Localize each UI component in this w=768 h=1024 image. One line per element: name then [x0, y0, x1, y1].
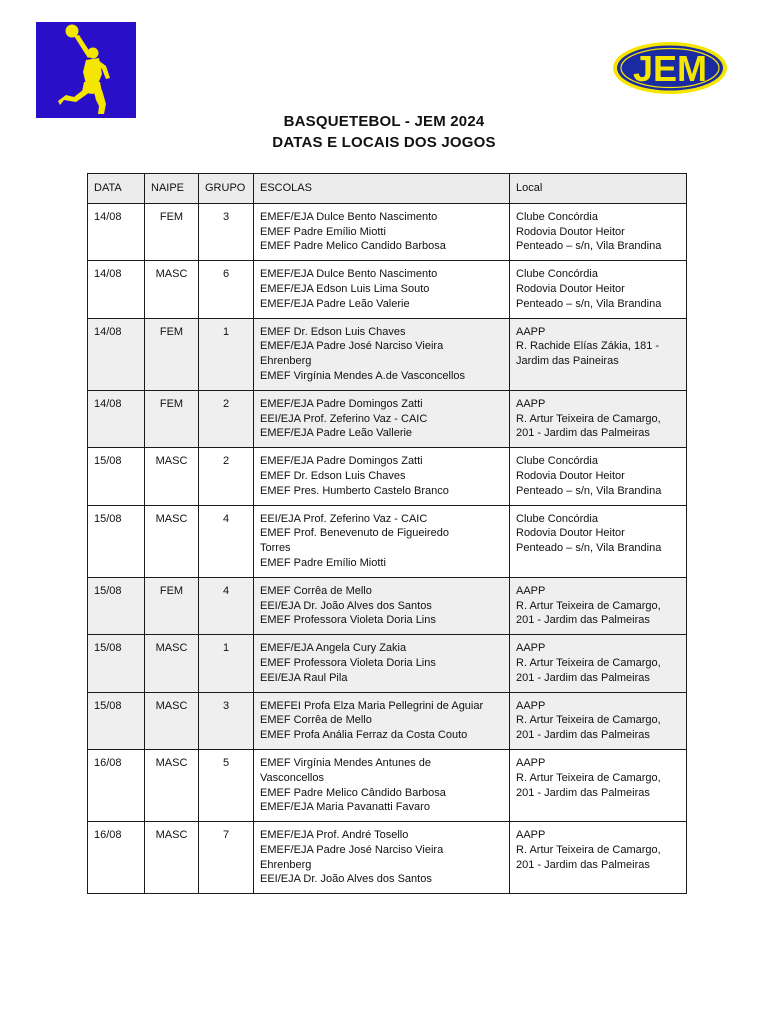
school-name: EMEF Professora Violeta Doria Lins: [260, 656, 436, 669]
school-name: EMEFEI Profa Elza Maria Pellegrini de Aguiar: [260, 699, 484, 712]
cell-local: [510, 822, 687, 894]
school-name: EMEF/EJA Prof. André Tosello: [260, 829, 409, 842]
location-line: 201 - Jardim das Palmeiras: [516, 729, 650, 742]
school-name: EMEF Corrêa de Mello: [260, 584, 372, 597]
school-name: EEI/EJA Raul Pila: [260, 671, 348, 684]
location-line: Clube Concórdia: [516, 268, 598, 281]
cell-naipe: MASC: [145, 692, 199, 749]
location-line: R. Artur Teixeira de Camargo,: [516, 599, 661, 612]
location-line: Jardim das Paineiras: [516, 355, 619, 368]
school-name: EMEF Profa Anália Ferraz da Costa Couto: [260, 729, 468, 742]
school-name: Ehrenberg: [260, 858, 312, 871]
cell-local: [510, 390, 687, 447]
school-name: Torres: [260, 542, 291, 555]
school-name: EMEF Padre Emílio Miotti: [260, 225, 386, 238]
jem-logo: [610, 40, 730, 96]
cell-local: [510, 505, 687, 577]
school-name: EMEF/EJA Angela Cury Zakia: [260, 642, 407, 655]
school-name: EMEF Pres. Humberto Castelo Branco: [260, 484, 449, 497]
cell-escolas: [254, 692, 510, 749]
cell-grupo: 1: [199, 318, 254, 390]
location-line: 201 - Jardim das Palmeiras: [516, 858, 650, 871]
cell-local: [510, 749, 687, 821]
cell-escolas: [254, 822, 510, 894]
cell-data: 14/08: [88, 261, 145, 318]
location-line: AAPP: [516, 642, 546, 655]
location-line: R. Artur Teixeira de Camargo,: [516, 843, 661, 856]
location-line: Penteado – s/n, Vila Brandina: [516, 297, 662, 310]
location-line: R. Rachide Elías Zákia, 181 -: [516, 340, 660, 353]
location-line: 201 - Jardim das Palmeiras: [516, 671, 650, 684]
table-row: [88, 635, 687, 692]
location-line: R. Artur Teixeira de Camargo,: [516, 714, 661, 727]
cell-escolas: [254, 203, 510, 260]
cell-naipe: MASC: [145, 635, 199, 692]
school-name: EMEF/EJA Padre Leão Valerie: [260, 297, 410, 310]
cell-grupo: 5: [199, 749, 254, 821]
cell-escolas: [254, 577, 510, 634]
basketball-player-icon: [36, 22, 136, 118]
location-line: AAPP: [516, 325, 546, 338]
location-line: AAPP: [516, 397, 546, 410]
table-row: [88, 261, 687, 318]
cell-grupo: 3: [199, 692, 254, 749]
jem-logo-text: JEM: [632, 48, 708, 89]
location-line: R. Artur Teixeira de Camargo,: [516, 656, 661, 669]
header-naipe: NAIPE: [145, 174, 199, 204]
table-row: [88, 203, 687, 260]
table-row: [88, 390, 687, 447]
games-table: [87, 173, 687, 894]
location-line: AAPP: [516, 699, 546, 712]
school-name: EMEF/EJA Edson Luis Lima Souto: [260, 282, 430, 295]
header-local: Local: [510, 174, 687, 204]
cell-escolas: [254, 261, 510, 318]
cell-escolas: [254, 448, 510, 505]
cell-escolas: [254, 635, 510, 692]
page-subtitle: DATAS E LOCAIS DOS JOGOS: [272, 134, 496, 151]
school-name: EEI/EJA Dr. João Alves dos Santos: [260, 599, 432, 612]
cell-grupo: 4: [199, 577, 254, 634]
header-escolas: ESCOLAS: [254, 174, 510, 204]
table-row: [88, 822, 687, 894]
table-row: [88, 749, 687, 821]
header-grupo: GRUPO: [199, 174, 254, 204]
location-line: Clube Concórdia: [516, 455, 598, 468]
cell-naipe: FEM: [145, 390, 199, 447]
school-name: EMEF/EJA Padre Domingos Zatti: [260, 397, 423, 410]
cell-naipe: MASC: [145, 505, 199, 577]
cell-data: 14/08: [88, 203, 145, 260]
cell-data: 15/08: [88, 692, 145, 749]
cell-data: 15/08: [88, 635, 145, 692]
school-name: Ehrenberg: [260, 355, 312, 368]
location-line: AAPP: [516, 584, 546, 597]
cell-local: [510, 692, 687, 749]
location-line: 201 - Jardim das Palmeiras: [516, 786, 650, 799]
cell-grupo: 2: [199, 448, 254, 505]
cell-escolas: [254, 318, 510, 390]
school-name: EMEF/EJA Dulce Bento Nascimento: [260, 210, 438, 223]
cell-data: 16/08: [88, 822, 145, 894]
location-line: Rodovia Doutor Heitor: [516, 527, 625, 540]
school-name: EMEF Virgínia Mendes A.de Vasconcellos: [260, 369, 466, 382]
cell-data: 16/08: [88, 749, 145, 821]
location-line: AAPP: [516, 829, 546, 842]
table-row: [88, 577, 687, 634]
cell-escolas: [254, 505, 510, 577]
cell-grupo: 4: [199, 505, 254, 577]
school-name: EMEF Dr. Edson Luis Chaves: [260, 469, 406, 482]
page-title: BASQUETEBOL - JEM 2024: [283, 113, 485, 130]
school-name: EEI/EJA Dr. João Alves dos Santos: [260, 873, 432, 886]
location-line: R. Artur Teixeira de Camargo,: [516, 412, 661, 425]
school-name: EMEF Professora Violeta Doria Lins: [260, 614, 436, 627]
cell-data: 14/08: [88, 390, 145, 447]
cell-naipe: FEM: [145, 577, 199, 634]
cell-data: 15/08: [88, 448, 145, 505]
cell-naipe: MASC: [145, 749, 199, 821]
school-name: EEI/EJA Prof. Zeferino Vaz - CAIC: [260, 512, 428, 525]
cell-escolas: [254, 749, 510, 821]
cell-grupo: 3: [199, 203, 254, 260]
school-name: EMEF Padre Emílio Miotti: [260, 556, 386, 569]
cell-data: 15/08: [88, 577, 145, 634]
school-name: EMEF Corrêa de Mello: [260, 714, 372, 727]
cell-naipe: FEM: [145, 203, 199, 260]
cell-grupo: 1: [199, 635, 254, 692]
table-row: [88, 505, 687, 577]
school-name: EMEF Dr. Edson Luis Chaves: [260, 325, 406, 338]
cell-grupo: 7: [199, 822, 254, 894]
cell-naipe: MASC: [145, 822, 199, 894]
school-name: EMEF Prof. Benevenuto de Figueiredo: [260, 527, 449, 540]
location-line: R. Artur Teixeira de Camargo,: [516, 771, 661, 784]
location-line: AAPP: [516, 756, 546, 769]
school-name: EEI/EJA Prof. Zeferino Vaz - CAIC: [260, 412, 428, 425]
cell-naipe: FEM: [145, 318, 199, 390]
school-name: EMEF/EJA Padre Leão Vallerie: [260, 427, 413, 440]
school-name: EMEF/EJA Padre José Narciso Vieira: [260, 340, 444, 353]
cell-grupo: 2: [199, 390, 254, 447]
school-name: Vasconcellos: [260, 771, 324, 784]
location-line: 201 - Jardim das Palmeiras: [516, 427, 650, 440]
school-name: EMEF/EJA Padre Domingos Zatti: [260, 455, 423, 468]
school-name: EMEF Padre Melico Cândido Barbosa: [260, 786, 446, 799]
school-name: EMEF/EJA Dulce Bento Nascimento: [260, 268, 438, 281]
cell-local: [510, 203, 687, 260]
location-line: Penteado – s/n, Vila Brandina: [516, 240, 662, 253]
school-name: EMEF/EJA Padre José Narciso Vieira: [260, 843, 444, 856]
cell-naipe: MASC: [145, 448, 199, 505]
location-line: Clube Concórdia: [516, 210, 598, 223]
cell-grupo: 6: [199, 261, 254, 318]
cell-local: [510, 261, 687, 318]
cell-local: [510, 318, 687, 390]
cell-data: 15/08: [88, 505, 145, 577]
school-name: EMEF Padre Melico Candido Barbosa: [260, 240, 446, 253]
cell-escolas: [254, 390, 510, 447]
location-line: Rodovia Doutor Heitor: [516, 469, 625, 482]
header-data: DATA: [88, 174, 145, 204]
school-name: EMEF/EJA Maria Pavanatti Favaro: [260, 801, 430, 814]
table-row: [88, 318, 687, 390]
cell-data: 14/08: [88, 318, 145, 390]
table-row: [88, 448, 687, 505]
location-line: Rodovia Doutor Heitor: [516, 282, 625, 295]
table-header-row: [88, 174, 687, 204]
location-line: 201 - Jardim das Palmeiras: [516, 614, 650, 627]
table-row: [88, 692, 687, 749]
location-line: Penteado – s/n, Vila Brandina: [516, 484, 662, 497]
cell-local: [510, 577, 687, 634]
location-line: Clube Concórdia: [516, 512, 598, 525]
school-name: EMEF Virgínia Mendes Antunes de: [260, 756, 432, 769]
location-line: Rodovia Doutor Heitor: [516, 225, 625, 238]
cell-local: [510, 448, 687, 505]
location-line: Penteado – s/n, Vila Brandina: [516, 542, 662, 555]
cell-naipe: MASC: [145, 261, 199, 318]
cell-local: [510, 635, 687, 692]
